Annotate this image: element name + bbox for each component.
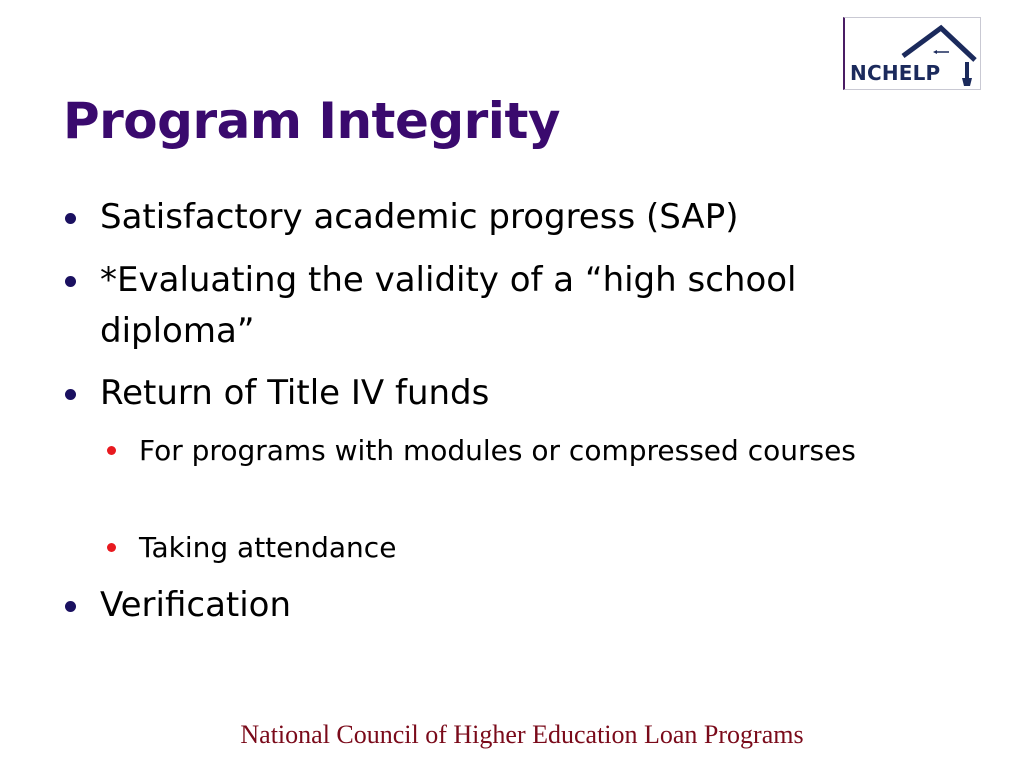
bullet-item [100, 580, 900, 631]
bullet-item [100, 192, 900, 243]
bullet-dot-icon [65, 601, 76, 612]
logo-text: NCHELP [850, 61, 941, 85]
bullet-item [100, 368, 900, 419]
bullet-dot-icon [65, 389, 76, 400]
bullet-text: Return of Title IV funds [100, 373, 490, 413]
bullet-dot-icon [65, 276, 76, 287]
bullet-text: *Evaluating the validity of a “high school diploma” [100, 260, 797, 351]
sub-bullet-text: Taking attendance [139, 531, 397, 564]
sub-bullet-dot-icon [107, 446, 116, 455]
slide-footer: National Council of Higher Education Loan Programs [240, 720, 804, 749]
sub-bullet-item [139, 526, 859, 569]
slide-title: Program Integrity [63, 92, 560, 150]
bullet-item [100, 255, 900, 357]
sub-bullet-text: For programs with modules or compressed courses [139, 434, 856, 467]
sub-bullet-item [139, 429, 859, 472]
bullet-text: Verification [100, 585, 292, 625]
bullet-text: Satisfactory academic progress (SAP) [100, 197, 739, 237]
sub-bullet-dot-icon [107, 543, 116, 552]
bullet-dot-icon [65, 213, 76, 224]
